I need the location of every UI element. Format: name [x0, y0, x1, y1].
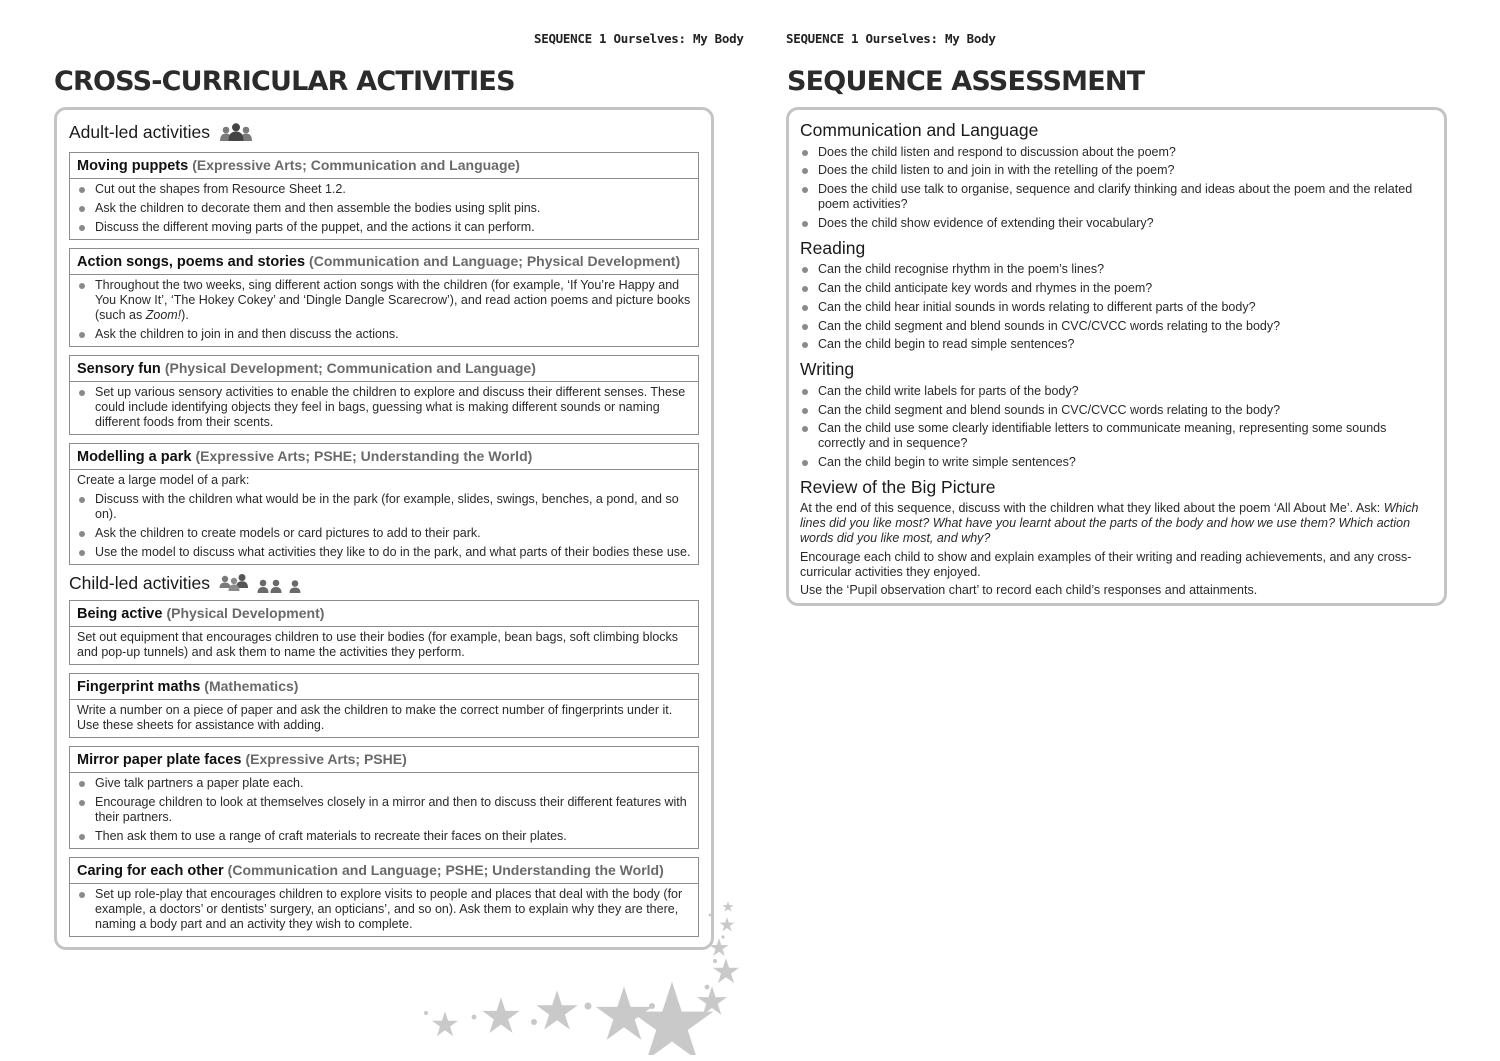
fingerprint-maths-card [69, 673, 699, 738]
sequence-assessment-title: SEQUENCE ASSESSMENT [787, 66, 1145, 97]
activity-areas: (Expressive Arts; PSHE; Understanding the World) [195, 448, 533, 464]
child-groups-icon [219, 573, 303, 593]
list-item: Set up various sensory activities to enable the children to explore and discuss their different senses. These could include identifying objects they feel in bags, guessing what is making different sounds or naming different foods from their scents. [77, 385, 691, 430]
list-item: Ask the children to create models or card pictures to add to their park. [77, 526, 691, 541]
activity-areas: (Communication and Language; Physical Development) [309, 253, 681, 269]
list-item: Encourage children to look at themselves closely in a mirror and then to discuss their different features with their partners. [77, 795, 691, 825]
list-item: Give talk partners a paper plate each. [77, 776, 691, 791]
activity-title: Sensory fun [77, 361, 161, 377]
review-paragraph-3: Use the ‘Pupil observation chart’ to record each child’s responses and attainments. [800, 583, 1258, 598]
adult-led-label: Adult-led activities [69, 121, 211, 142]
list-item: Use the model to discuss what activities they like to do in the park, and what parts of their bodies these use. [77, 545, 691, 560]
list-item: Throughout the two weeks, sing different action songs with the children (for example, ‘If You’re Happy and You Know It’, ‘The Hokey Cokey’ and ‘Dingle Dangle Scarecrow’), and read action poems and picture books (such as Zoom!). [77, 278, 691, 323]
list-item: Does the child use talk to organise, sequence and clarify thinking and ideas about the poem and the related poem activities? [800, 182, 1433, 212]
activity-intro: Create a large model of a park: [77, 473, 250, 487]
list-item: Discuss the different moving parts of the puppet, and the actions it can perform. [77, 220, 691, 235]
list-item: Then ask them to use a range of craft materials to recreate their faces on their plates. [77, 829, 691, 844]
adult-led-heading [69, 120, 699, 144]
activity-areas: (Physical Development; Communication and Language) [164, 360, 536, 376]
cross-curricular-panel [54, 107, 714, 950]
list-item: Can the child begin to read simple sentences? [800, 337, 1433, 352]
child-led-heading [69, 571, 699, 595]
list-item: Set up role-play that encourages children to explore visits to people and places that deal with the body (for example, a doctors’ or dentists’ surgery, an opticians’, and so on). Ask them to explain why they are there, naming a body part and an activity they wish to complete. [77, 887, 691, 932]
reading-heading: Reading [800, 237, 866, 258]
activity-title: Moving puppets [77, 158, 189, 174]
list-item: Can the child recognise rhythm in the poem’s lines? [800, 262, 1433, 277]
communication-heading: Communication and Language [800, 120, 1039, 140]
list-item: Discuss with the children what would be in the park (for example, slides, swings, benches, a pond, and so on). [77, 492, 691, 522]
being-active-card [69, 600, 699, 665]
sensory-fun-card [69, 355, 699, 435]
sequence-header-left: SEQUENCE 1 Ourselves: My Body [534, 31, 744, 46]
activity-areas: (Expressive Arts; Communication and Language) [192, 157, 520, 173]
list-item: Does the child show evidence of extending their vocabulary? [800, 216, 1433, 231]
list-item: Can the child write labels for parts of the body? [800, 384, 1433, 399]
list-item: Does the child listen to and join in with the retelling of the poem? [800, 163, 1433, 178]
mirror-faces-card [69, 746, 699, 849]
review-paragraph-1: At the end of this sequence, discuss with the children what they liked about the poem ‘All About Me’. Ask: Which lines did you like most? What have you learnt about the parts of the body and how we use them? Which action words did you like most, and why? [800, 501, 1419, 546]
adult-group-icon [219, 123, 253, 141]
activity-text: Write a number on a piece of paper and ask the children to make the correct number of fingerprints under it. Use these sheets for assistance with adding. [77, 703, 673, 732]
sequence-header-right: SEQUENCE 1 Ourselves: My Body [786, 31, 996, 46]
list-item: Can the child begin to write simple sentences? [800, 455, 1433, 470]
list-item: Can the child segment and blend sounds in CVC/CVCC words relating to the body? [800, 403, 1433, 418]
list-item: Does the child listen and respond to discussion about the poem? [800, 145, 1433, 160]
review-heading: Review of the Big Picture [800, 476, 996, 497]
activity-title: Being active [77, 606, 163, 622]
activity-areas: (Physical Development) [166, 605, 325, 621]
action-songs-card [69, 248, 699, 347]
activity-areas: (Mathematics) [204, 678, 299, 694]
activity-areas: (Communication and Language; PSHE; Understanding the World) [227, 862, 664, 878]
writing-heading: Writing [800, 359, 855, 380]
activity-title: Mirror paper plate faces [77, 752, 242, 768]
cross-curricular-title: CROSS-CURRICULAR ACTIVITIES [54, 66, 515, 97]
moving-puppets-card [69, 152, 699, 240]
activity-text: Set out equipment that encourages children to use their bodies (for example, bean bags, soft climbing blocks and pop-up tunnels) and ask them to name the activities they perform. [77, 630, 679, 659]
list-item: Can the child segment and blend sounds in CVC/CVCC words relating to the body? [800, 319, 1433, 334]
activity-title: Caring for each other [77, 863, 224, 879]
list-item: Ask the children to decorate them and then assemble the bodies using split pins. [77, 201, 691, 216]
modelling-park-card [69, 443, 699, 565]
child-led-label: Child-led activities [69, 572, 211, 593]
list-item: Can the child use some clearly identifiable letters to communicate meaning, representing some sounds correctly and in sequence? [800, 421, 1433, 451]
list-item: Ask the children to join in and then discuss the actions. [77, 327, 691, 342]
activity-title: Modelling a park [77, 449, 192, 465]
review-paragraph-2: Encourage each child to show and explain examples of their writing and reading achievements, and any cross-curricular activities they enjoyed. [800, 549, 1412, 579]
activity-title: Action songs, poems and stories [77, 254, 306, 270]
list-item: Can the child anticipate key words and rhymes in the poem? [800, 281, 1433, 296]
sequence-assessment-panel [786, 107, 1447, 606]
list-item: Cut out the shapes from Resource Sheet 1.2. [77, 182, 691, 197]
list-item: Can the child hear initial sounds in words relating to different parts of the body? [800, 300, 1433, 315]
activity-areas: (Expressive Arts; PSHE) [245, 751, 407, 767]
activity-title: Fingerprint maths [77, 679, 201, 695]
stars-decoration-icon [410, 895, 750, 1055]
